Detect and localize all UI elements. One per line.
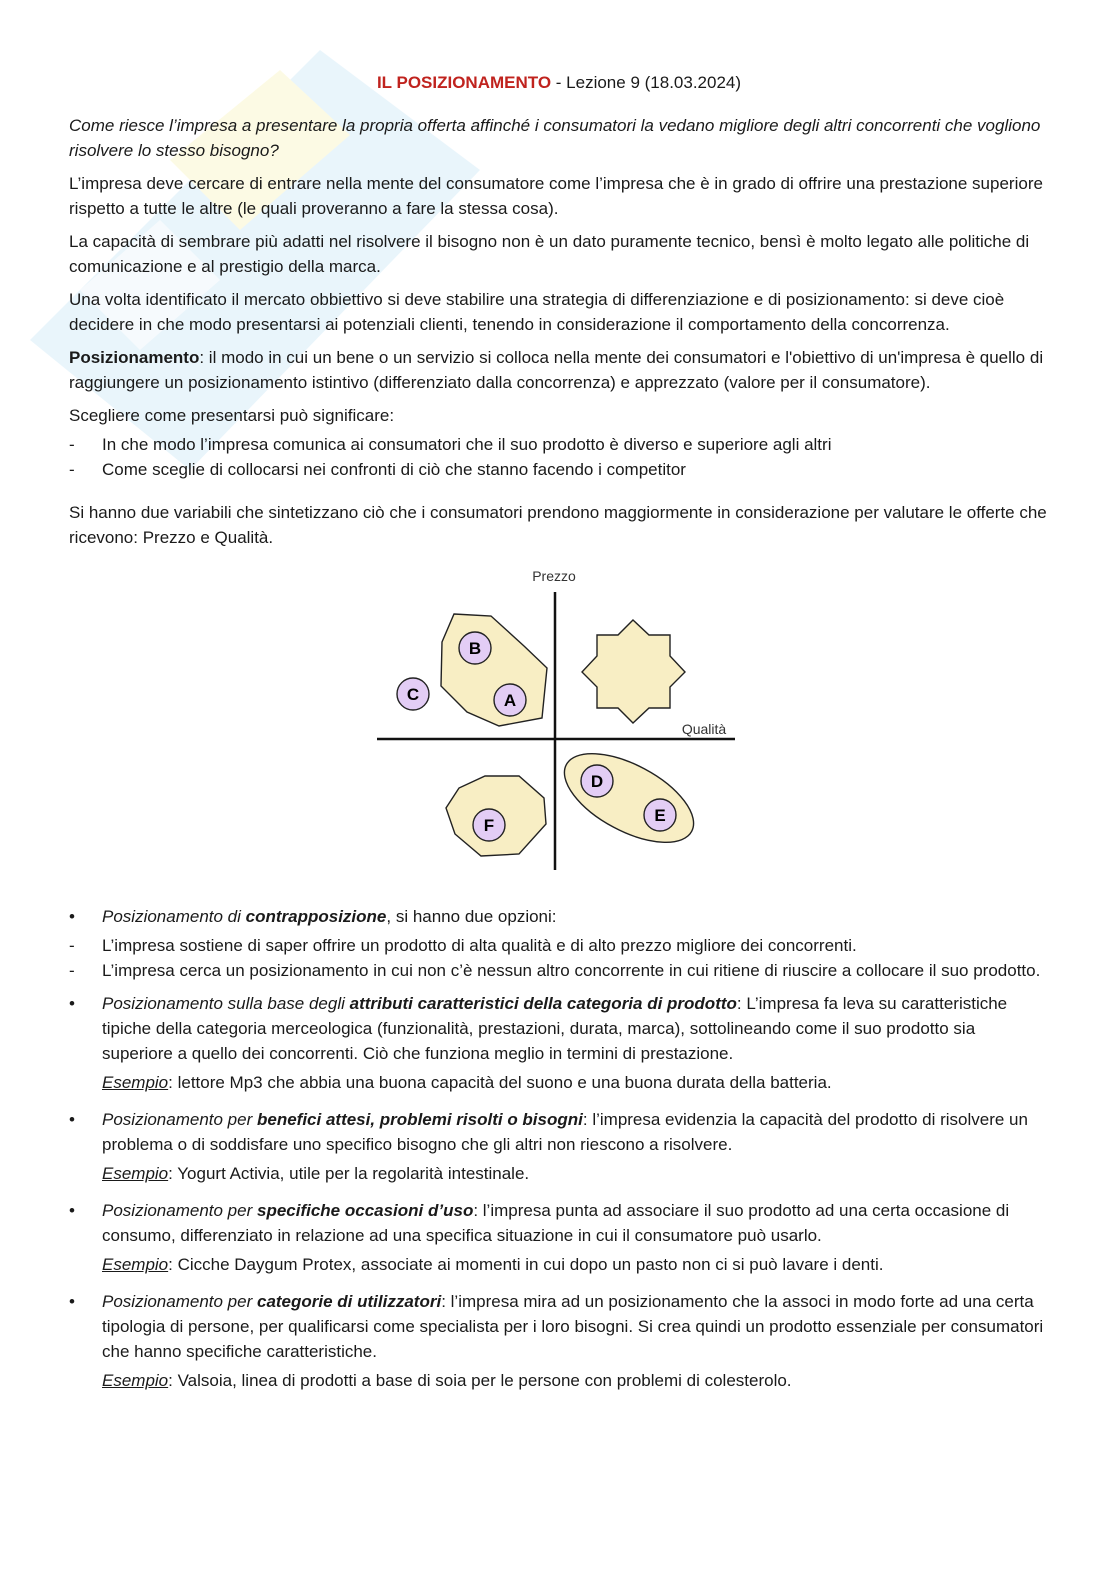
definition-text: : il modo in cui un bene o un servizio si colloca nella mente dei consumatori e l'obiettivo di un'impresa è quello di raggiungere un posizionamento istintivo (differenziato dalla concorrenza) e apprezzato (valore per il consumatore). xyxy=(69,348,1044,392)
page-title xyxy=(69,70,1049,95)
positioning-diagram xyxy=(69,558,1049,878)
position-contrapposizione: • Posizionamento di contrapposizione, si hanno due opzioni: - L’impresa sostiene di saper offrire un prodotto di alta qualità e di alto prezzo migliore dei concorrenti. - L’impresa cerca un posizionamento in cui non c’è nessun altro concorrente in cui ritiene di riuscire a collocare il suo prodotto. xyxy=(69,904,1049,983)
cluster-ab xyxy=(441,614,547,726)
bullet-icon: • xyxy=(69,1201,75,1220)
paragraph-1: L’impresa deve cercare di entrare nella mente del consumatore come l’impresa che è in grado di offrire una prestazione superiore rispetto a tutte le altre (le quali proveranno a fare la stessa cosa). xyxy=(69,174,1043,218)
bullet-icon: • xyxy=(69,907,75,926)
position-utilizzatori: • Posizionamento per categorie di utilizzatori: l’impresa mira ad un posizionamento che la associ in modo forte ad una certa tipologia di persone, per qualificarsi come specialista per i loro bisogni. Si crea quindi un prodotto essenziale per consumatori che hanno specifiche caratteristiche. Esempio: Valsoia, linea di prodotti a base di soia per le persone con problemi di colesterolo. xyxy=(69,1289,1049,1393)
position-occasioni: • Posizionamento per specifiche occasioni d’uso: l’impresa punta ad associare il suo prodotto ad una certa occasione di consumo, differenziato in relazione ad una specifica situazione in cui il consumatore può usarlo. Esempio: Cicche Daygum Protex, associate ai momenti in cui dopo un pasto non ci si può lavare i denti. xyxy=(69,1198,1049,1277)
list-item: - L’impresa sostiene di saper offrire un prodotto di alta qualità e di alto prezzo migliore dei concorrenti. xyxy=(69,933,1049,958)
position-attributi: • Posizionamento sulla base degli attributi caratteristici della categoria di prodotto: L’impresa fa leva su caratteristiche tipiche della categoria merceologica (funzionalità, prestazioni, durata, marca), sottolineando come il suo prodotto sia superiore a quello dei concorrenti. Ciò che funziona meglio in termini di prestazione. Esempio: lettore Mp3 che abbia una buona capacità del suono e una buona durata della batteria. xyxy=(69,991,1049,1095)
intro-question: Come riesce l’impresa a presentare la propria offerta affinché i consumatori la vedano migliore degli altri concorrenti che vogliono risolvere lo stesso bisogno? xyxy=(69,116,1041,160)
variables-paragraph: Si hanno due variabili che sintetizzano ciò che i consumatori prendono maggiormente in considerazione per valutare le offerte che ricevono: Prezzo e Qualità. xyxy=(69,503,1047,547)
point-a xyxy=(494,684,526,716)
svg-text:F: F xyxy=(483,816,495,835)
positioning-map xyxy=(369,558,749,878)
choose-intro: Scegliere come presentarsi può significare: xyxy=(69,406,395,425)
contrapposizione-options xyxy=(69,933,1049,983)
position-benefici: • Posizionamento per benefici attesi, problemi risolti o bisogni: l’impresa evidenzia la capacità del prodotto di risolvere un problema o di soddisfare uno specifico bisogno che gli altri non riescono a risolvere. Esempio: Yogurt Activia, utile per la regolarità intestinale. xyxy=(69,1107,1049,1186)
point-b xyxy=(459,632,491,664)
bullet-icon: • xyxy=(69,994,75,1013)
bullet-icon: • xyxy=(69,1292,75,1311)
cluster-de xyxy=(551,736,707,861)
point-d xyxy=(581,765,613,797)
paragraph-2: La capacità di sembrare più adatti nel risolvere il bisogno non è un dato puramente tecnico, bensì è molto legato alle politiche di comunicazione e al prestigio della marca. xyxy=(69,232,1030,276)
y-axis-label: Prezzo xyxy=(532,568,576,584)
list-item: - Come sceglie di collocarsi nei confronti di ciò che stanno facendo i competitor xyxy=(69,457,1049,482)
choose-list xyxy=(69,432,1049,482)
svg-text:A: A xyxy=(503,691,517,710)
x-axis-label: Qualità xyxy=(681,721,727,737)
svg-text:D: D xyxy=(590,772,604,791)
list-item: - In che modo l’impresa comunica ai consumatori che il suo prodotto è diverso e superiore agli altri xyxy=(69,432,1049,457)
svg-text:C: C xyxy=(406,685,420,704)
example-line: Esempio: Valsoia, linea di prodotti a base di soia per le persone con problemi di colesterolo. xyxy=(102,1371,792,1390)
cluster-empty-star xyxy=(582,620,685,723)
example-line: Esempio: Yogurt Activia, utile per la regolarità intestinale. xyxy=(102,1164,530,1183)
list-item: - L’impresa cerca un posizionamento in cui non c’è nessun altro concorrente in cui ritiene di riuscire a collocare il suo prodotto. xyxy=(69,958,1049,983)
bullet-icon: • xyxy=(69,1110,75,1129)
example-line: Esempio: Cicche Daygum Protex, associate ai momenti in cui dopo un pasto non ci si può lavare i denti. xyxy=(102,1255,884,1274)
point-e xyxy=(644,799,676,831)
paragraph-3: Una volta identificato il mercato obbiettivo si deve stabilire una strategia di differenziazione e di posizionamento: si deve cioè decidere in che modo presentarsi ai potenziali clienti, tenendo in considerazione il comportamento della concorrenza. xyxy=(69,290,1005,334)
title-lesson: - Lezione 9 (18.03.2024) xyxy=(551,73,742,92)
definition-paragraph xyxy=(69,345,1049,395)
document-content xyxy=(69,70,1049,1405)
svg-text:E: E xyxy=(654,806,666,825)
definition-term: Posizionamento xyxy=(69,348,200,367)
title-main: IL POSIZIONAMENTO xyxy=(376,73,552,92)
example-line: Esempio: lettore Mp3 che abbia una buona capacità del suono e una buona durata della batteria. xyxy=(102,1073,832,1092)
svg-text:B: B xyxy=(468,639,482,658)
point-c xyxy=(397,678,429,710)
point-f xyxy=(473,809,505,841)
